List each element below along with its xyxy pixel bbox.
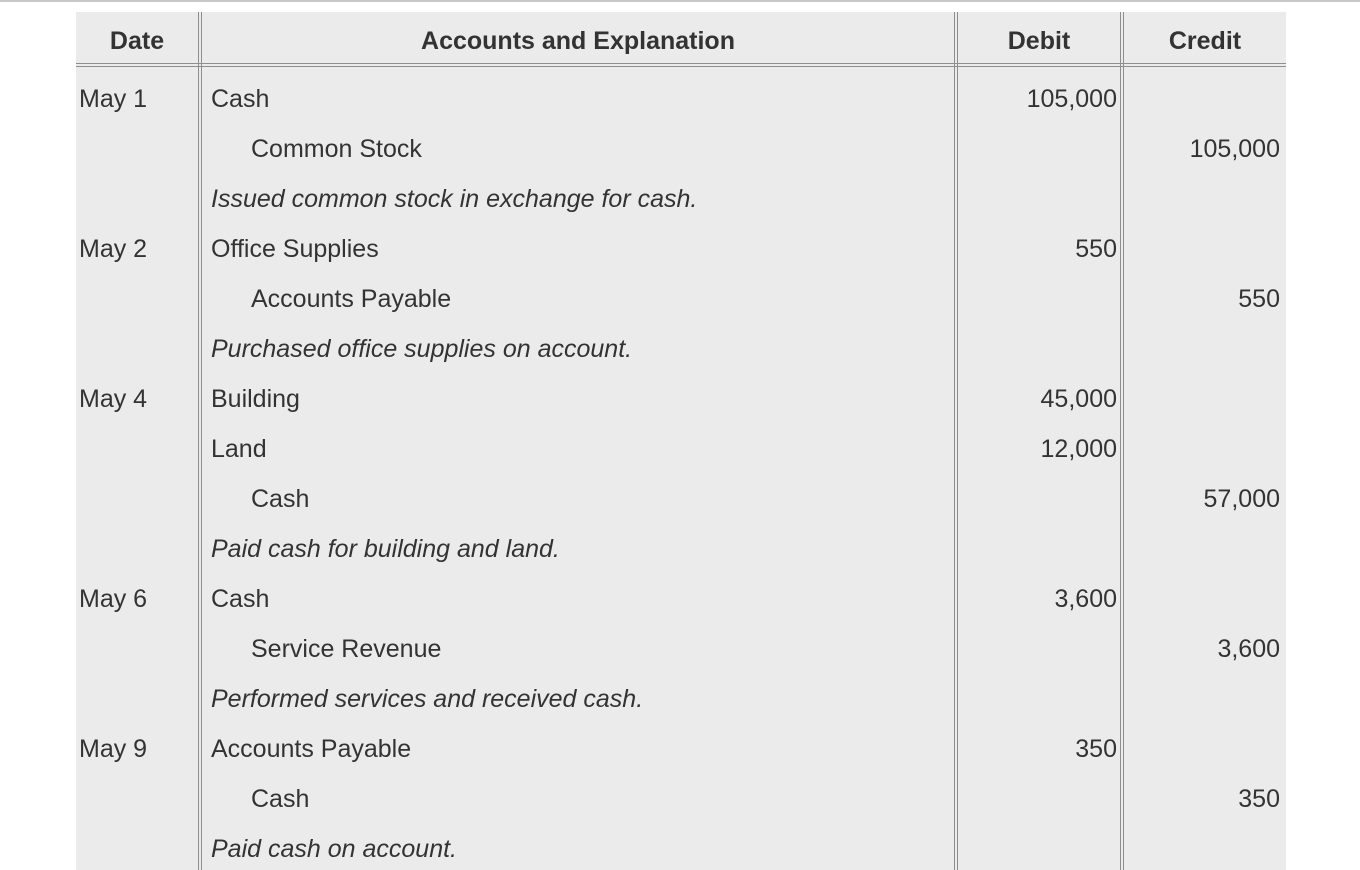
table-row <box>76 474 1286 524</box>
date-cell: May 4 <box>79 385 148 413</box>
account-cell: Common Stock <box>251 135 422 163</box>
debit-cell: 550 <box>1075 235 1117 263</box>
debit-cell: 3,600 <box>1054 585 1117 613</box>
header-divider <box>76 63 1286 67</box>
journal-entries-table <box>76 12 1286 870</box>
account-cell: Cash <box>251 785 310 813</box>
credit-cell: 57,000 <box>1203 485 1280 513</box>
explanation-cell: Performed services and received cash. <box>211 685 644 713</box>
table-header <box>76 12 1286 66</box>
header-debit: Debit <box>1007 27 1071 55</box>
credit-cell: 105,000 <box>1189 135 1280 163</box>
date-cell: May 9 <box>79 735 148 763</box>
table-row <box>76 374 1286 424</box>
table-row <box>76 524 1286 574</box>
account-cell: Accounts Payable <box>211 735 412 763</box>
explanation-cell: Paid cash on account. <box>211 835 457 863</box>
table-row <box>76 624 1286 674</box>
account-cell: Service Revenue <box>251 635 442 663</box>
top-divider <box>0 0 1360 2</box>
credit-cell: 350 <box>1238 785 1280 813</box>
table-row <box>76 274 1286 324</box>
account-cell: Cash <box>211 585 270 613</box>
table-row <box>76 424 1286 474</box>
account-cell: Office Supplies <box>211 235 379 263</box>
table-row <box>76 124 1286 174</box>
table-row <box>76 774 1286 824</box>
table-row <box>76 174 1286 224</box>
explanation-cell: Purchased office supplies on account. <box>211 335 633 363</box>
column-divider <box>198 12 202 870</box>
column-divider <box>954 12 958 870</box>
table-row <box>76 574 1286 624</box>
table-row <box>76 724 1286 774</box>
account-cell: Building <box>211 385 300 413</box>
explanation-cell: Issued common stock in exchange for cash. <box>211 185 698 213</box>
header-accounts-and-explanation: Accounts and Explanation <box>421 27 735 55</box>
account-cell: Cash <box>251 485 310 513</box>
debit-cell: 105,000 <box>1026 85 1117 113</box>
credit-cell: 3,600 <box>1217 635 1280 663</box>
header-credit: Credit <box>1168 27 1242 55</box>
debit-cell: 12,000 <box>1040 435 1117 463</box>
account-cell: Accounts Payable <box>251 285 452 313</box>
date-cell: May 6 <box>79 585 148 613</box>
table-row <box>76 224 1286 274</box>
table-row <box>76 324 1286 374</box>
date-cell: May 1 <box>79 85 148 113</box>
explanation-cell: Paid cash for building and land. <box>211 535 560 563</box>
debit-cell: 45,000 <box>1040 385 1117 413</box>
account-cell: Land <box>211 435 267 463</box>
header-date: Date <box>109 27 165 55</box>
table-row <box>76 74 1286 124</box>
account-cell: Cash <box>211 85 270 113</box>
date-cell: May 2 <box>79 235 148 263</box>
table-row <box>76 824 1286 870</box>
credit-cell: 550 <box>1238 285 1280 313</box>
column-divider <box>1120 12 1124 870</box>
debit-cell: 350 <box>1075 735 1117 763</box>
table-body <box>76 74 1286 870</box>
table-row <box>76 674 1286 724</box>
